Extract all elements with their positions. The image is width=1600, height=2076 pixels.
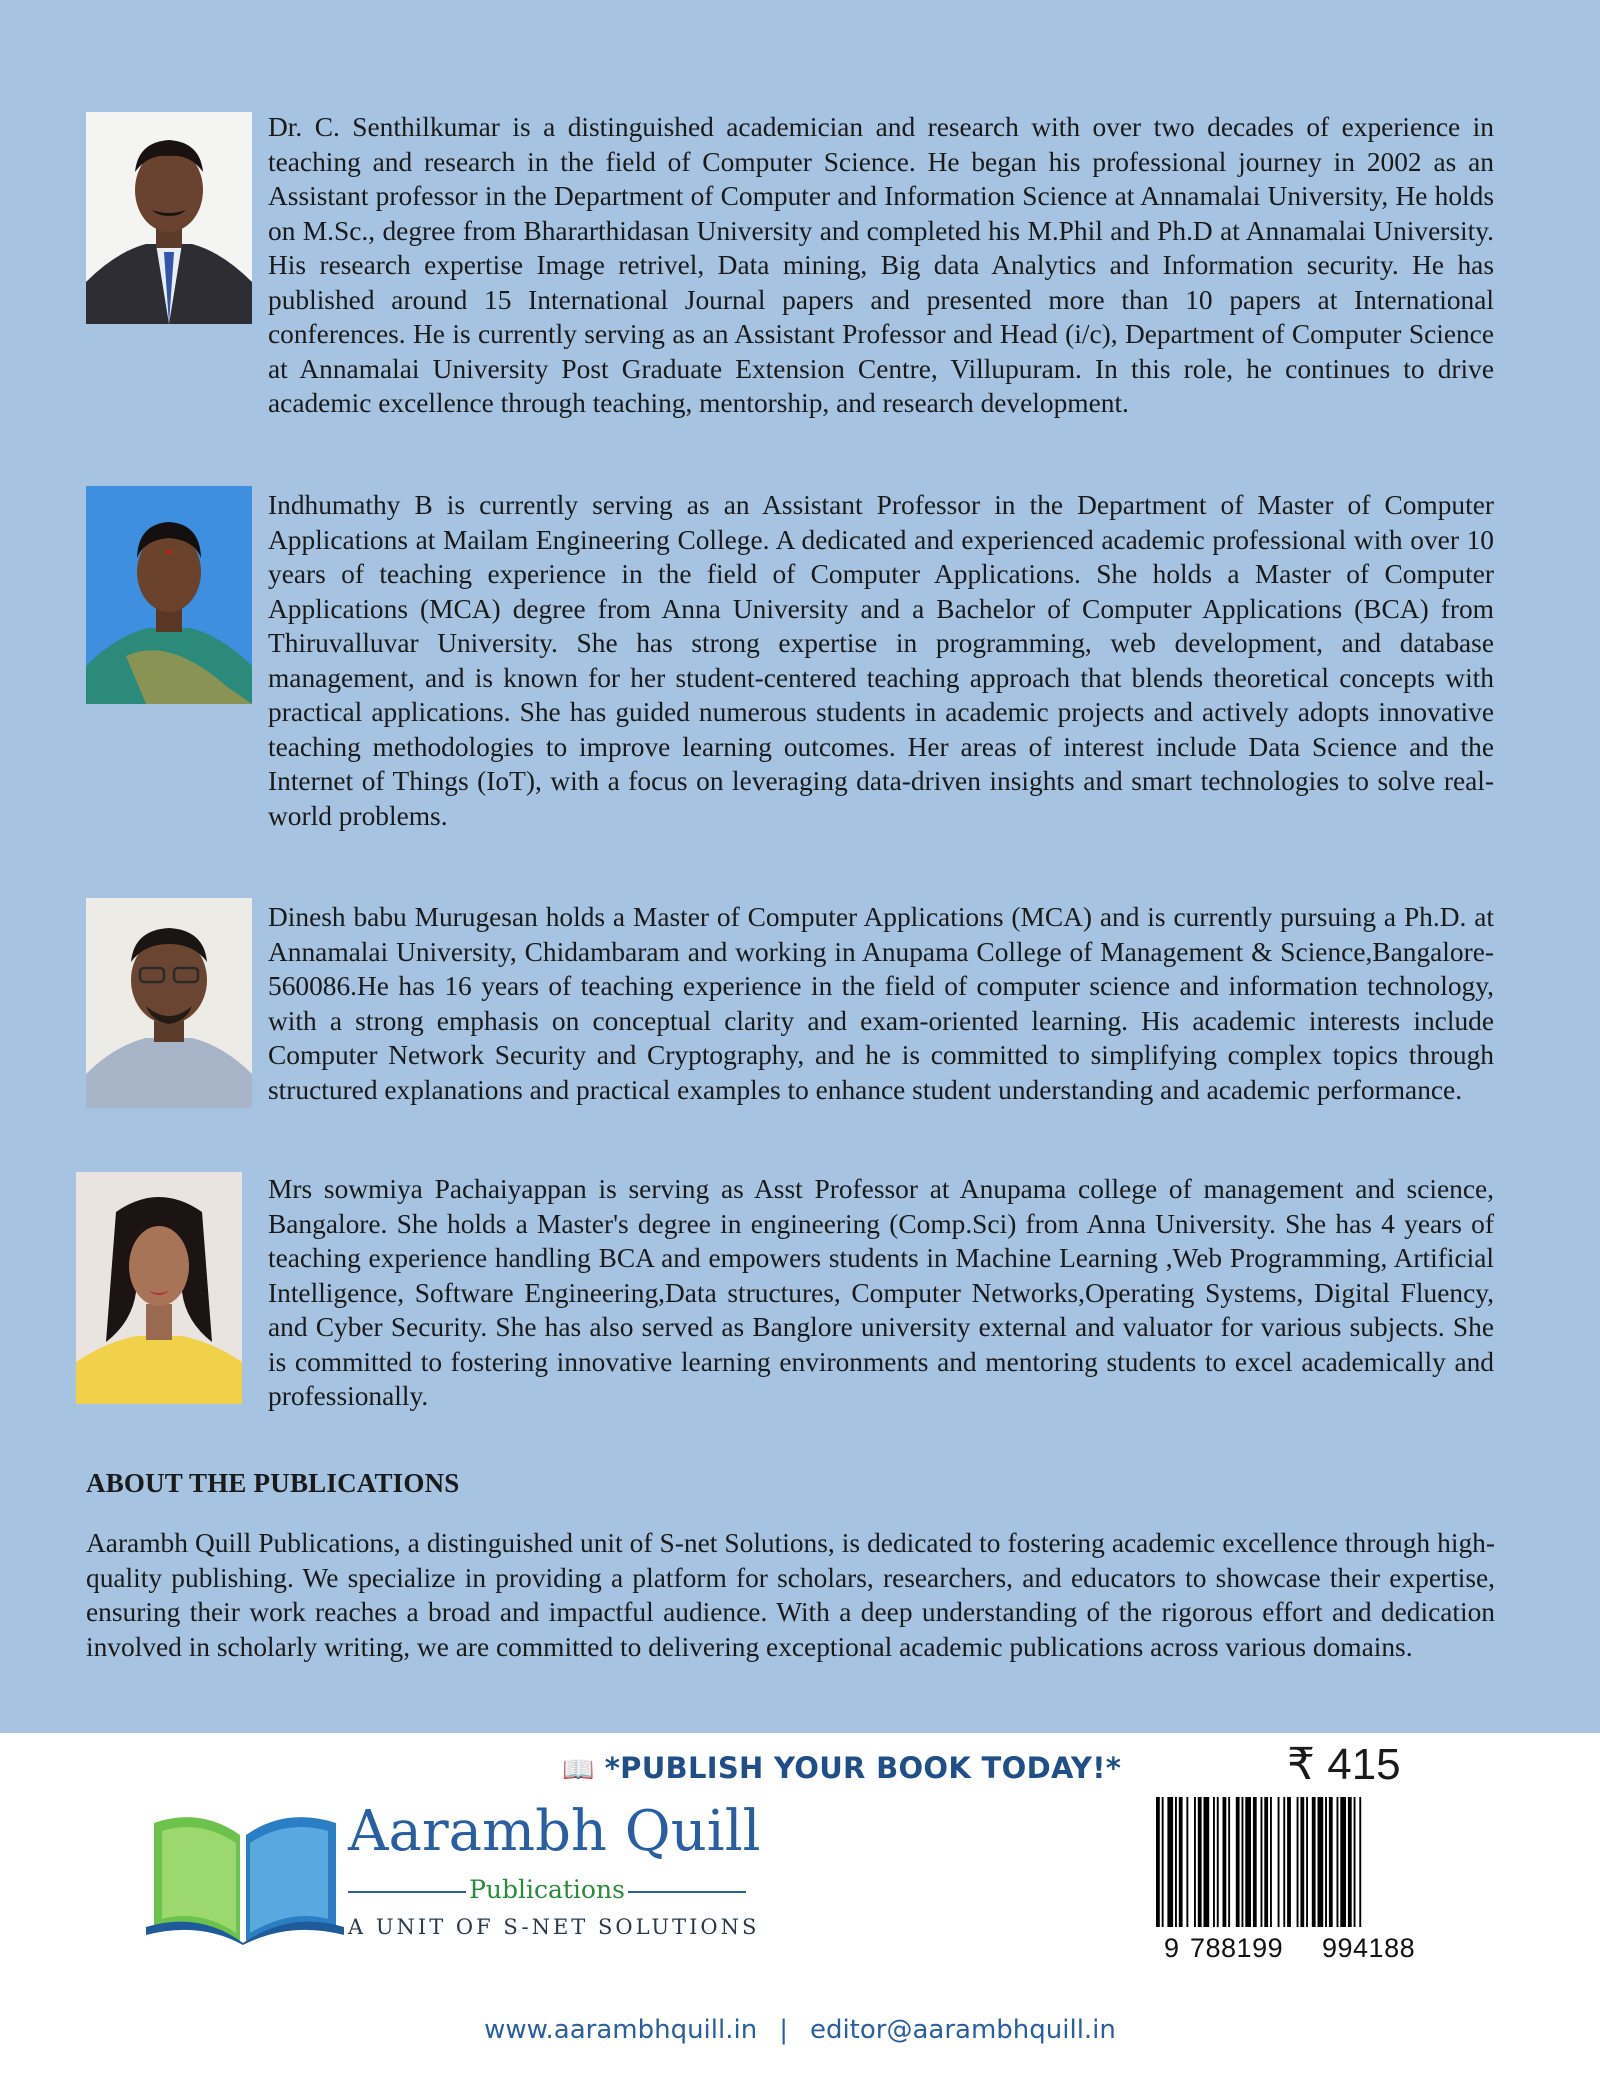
barcode-bar <box>1261 1797 1263 1927</box>
barcode-bar <box>1236 1797 1240 1927</box>
barcode-bar <box>1359 1797 1361 1927</box>
email-link[interactable]: editor@aarambhquill.in <box>809 2015 1116 2045</box>
publisher-logo <box>140 1795 760 1945</box>
barcode-bar <box>1179 1797 1183 1927</box>
publisher-name: Aarambh Quill <box>348 1799 761 1864</box>
publisher-unit: A UNIT OF S-NET SOLUTIONS <box>348 1915 760 1939</box>
barcode-bar <box>1340 1797 1346 1927</box>
author-bio: Mrs sowmiya Pachaiyappan is serving as Asst Professor at Anupama college of management and science, Bangalore. She holds a Master's degree in engineering (Comp.Sci) from Anna University. She has 4 years of teaching experience handling BCA and empowers students in Machine Learning ,Web Programming, Artificial Intelligence, Software Engineering,Data structures, Computer Networks,Operating Systems, Digital Fluency, and Cyber Security. She has also served as Banglore university external and valuator for various subjects. She is committed to fostering innovative learning environments and mentoring students to excel academically and professionally. <box>268 1174 1494 1411</box>
barcode-bar <box>1253 1797 1257 1927</box>
barcode-bar <box>1223 1797 1227 1927</box>
price: ₹ 415 <box>1287 1740 1401 1789</box>
barcode-bar <box>1283 1797 1285 1927</box>
barcode-bar <box>1228 1797 1230 1927</box>
barcode-bar <box>1337 1797 1339 1927</box>
open-book-icon: 📖 <box>562 1755 595 1785</box>
barcode-bar <box>1329 1797 1333 1927</box>
open-book-logo-icon <box>140 1795 350 1945</box>
barcode-bar <box>1325 1797 1327 1927</box>
barcode-bar <box>1297 1797 1299 1927</box>
author-photo-dinesh-babu <box>86 898 252 1108</box>
barcode-bar <box>1217 1797 1219 1927</box>
barcode-bar <box>1270 1797 1272 1927</box>
barcode-bar <box>1186 1797 1188 1927</box>
barcode-bar <box>1287 1797 1291 1927</box>
isbn-group-1: 788199 <box>1190 1933 1284 1963</box>
barcode-bar <box>1300 1797 1304 1927</box>
isbn-group-2: 994188 <box>1322 1933 1416 1963</box>
publish-promo-text: *PUBLISH YOUR BOOK TODAY!* <box>604 1751 1122 1785</box>
author-bio: Indhumathy B is currently serving as an Assistant Professor in the Department of Master of Computer Applications at Mailam Engineering College. A dedicated and experienced academic professional with over 10 years of teaching experience in the field of Computer Applications. She holds a Master of Computer Applications (MCA) degree from Anna University and a Bachelor of Computer Applications (BCA) from Thiruvalluvar University. She has strong expertise in programming, web development, and database management, and is known for her student-centered teaching approach that blends theoretical concepts with practical applications. She has guided numerous students in academic projects and actively adopts innovative teaching methodologies to improve learning outcomes. Her areas of interest include Data Science and the Internet of Things (IoT), with a focus on leveraging data-driven insights and smart technologies to solve real-world problems. <box>268 490 1494 831</box>
publications-heading: ABOUT THE PUBLICATIONS <box>86 1468 460 1498</box>
barcode-bar <box>1348 1797 1352 1927</box>
author-bio: Dr. C. Senthilkumar is a distinguished academician and research with over two decades of experience in teaching and research in the field of Computer Science. He began his professional journey in 2002 as an Assistant professor in the Department of Computer and Information Science at Annamalai University, He holds on M.Sc., degree from Bhararthidasan University and completed his M.Phil and Ph.D at Annamalai University. His research expertise Image retrivel, Data mining, Big data Analytics and Information security. He has published around 15 International Journal papers and presented more than 10 papers at International conferences. He is currently serving as an Assistant Professor and Head (i/c), Department of Computer Science at Annamalai University Post Graduate Extension Centre, Villupuram. In this role, he continues to drive academic excellence through teaching, mentorship, and research development. <box>268 112 1494 418</box>
contact-separator: | <box>779 2015 788 2045</box>
barcode-bar <box>1162 1797 1164 1927</box>
website-link[interactable]: www.aarambhquill.in <box>484 2015 758 2045</box>
barcode-bar <box>1213 1797 1215 1927</box>
barcode-bar <box>1264 1797 1268 1927</box>
publications-description: Aarambh Quill Publications, a distinguished unit of S-net Solutions, is dedicated to fostering academic excellence through high-quality publishing. We specialize in providing a platform for scholars, researchers, and educators to showcase their expertise, ensuring their work reaches a broad and impactful audience. With a deep understanding of the rigorous effort and dedication involved in scholarly writing, we are committed to delivering exceptional academic publications across various domains. <box>86 1528 1495 1662</box>
author-photo-sowmiya <box>76 1172 242 1404</box>
barcode-bar <box>1354 1797 1356 1927</box>
barcode-bar <box>1167 1797 1173 1927</box>
isbn-barcode <box>1150 1797 1436 1927</box>
barcode-bar <box>1245 1797 1251 1927</box>
barcode-bar <box>1204 1797 1210 1927</box>
barcode-bar <box>1312 1797 1316 1927</box>
author-bio: Dinesh babu Murugesan holds a Master of Computer Applications (MCA) and is currently pursuing a Ph.D. at Annamalai University, Chidambaram and working in Anupama College of Management & Science,Bangalore-560086.He has 16 years of teaching experience in the field of computer science and information technology, with a strong emphasis on conceptual clarity and exam-oriented learning. His academic interests include Computer Network Security and Cryptography, and he is committed to simplifying complex topics through structured explanations and practical examples to enhance student understanding and academic performance. <box>268 902 1494 1105</box>
barcode-bar <box>1278 1797 1280 1927</box>
author-photo-senthilkumar <box>86 112 252 324</box>
barcode-bar <box>1306 1797 1308 1927</box>
barcode-bar <box>1175 1797 1177 1927</box>
footer <box>0 1733 1600 2076</box>
barcode-bar <box>1198 1797 1202 1927</box>
author-photo-indhumathy <box>86 486 252 704</box>
barcode-bar <box>1318 1797 1324 1927</box>
barcode-bar <box>1156 1797 1160 1927</box>
isbn-prefix: 9 <box>1164 1933 1180 1963</box>
barcode-bar <box>1242 1797 1244 1927</box>
publisher-subtitle: Publications <box>348 1875 746 1904</box>
barcode-bar <box>1194 1797 1196 1927</box>
contact-line <box>0 2015 1600 2045</box>
publish-promo <box>562 1751 1121 1785</box>
